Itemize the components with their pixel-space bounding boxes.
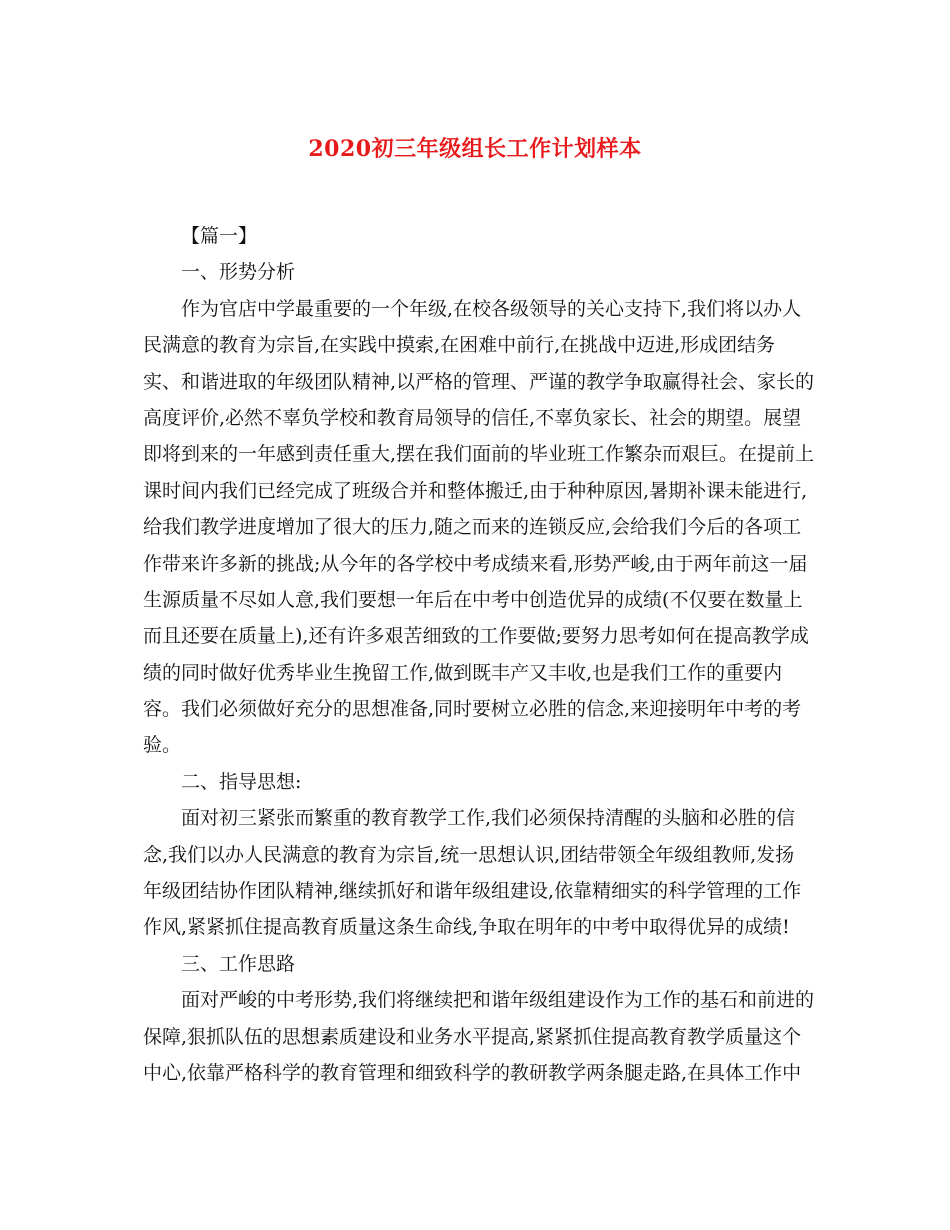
section-label: 【篇一】 (181, 225, 258, 247)
heading-situation-analysis: 一、形势分析 (181, 261, 296, 284)
text-line: 即将到来的一年感到责任重大,摆在我们面前的毕业班工作繁杂而艰巨。在提前上 (143, 443, 815, 466)
document-body (143, 218, 815, 1091)
text-line: 验。 (143, 734, 182, 757)
text-line: 实、和谐进取的年级团队精神,以严格的管理、严谨的教学争取赢得社会、家长的 (143, 370, 815, 393)
text-line: 生源质量不尽如人意,我们要想一年后在中考中创造优异的成绩(不仅要在数量上 (143, 588, 803, 611)
text-line: 年级团结协作团队精神,继续抓好和谐年级组建设,依靠精细实的科学管理的工作 (143, 880, 802, 903)
text-line: 保障,狠抓队伍的思想素质建设和业务水平提高,紧紧抓住提高教育教学质量这个 (143, 1025, 802, 1048)
text-line: 而且还要在质量上),还有许多艰苦细致的工作要做;要努力思考如何在提高教学成 (143, 625, 809, 648)
paragraph-guiding-thought (143, 800, 807, 946)
text-line: 给我们教学进度增加了很大的压力,随之而来的连锁反应,会给我们今后的各项工 (143, 516, 802, 539)
text-line: 民满意的教育为宗旨,在实践中摸索,在困难中前行,在挑战中迈进,形成团结务 (143, 334, 776, 357)
document-title: 2020初三年级组长工作计划样本 (308, 136, 642, 162)
paragraph-situation (143, 291, 815, 764)
text-line: 绩的同时做好优秀毕业生挽留工作,做到既丰产又丰收,也是我们工作的重要内 (143, 661, 783, 684)
paragraph-work-approach (143, 982, 815, 1091)
heading-work-approach: 三、工作思路 (181, 952, 296, 975)
text-line: 面对严峻的中考形势,我们将继续把和谐年级组建设作为工作的基石和前进的 (181, 989, 815, 1012)
text-line: 作带来许多新的挑战;从今年的各学校中考成绩来看,形势严峻,由于两年前这一届 (143, 552, 808, 575)
text-line: 面对初三紧张而繁重的教育教学工作,我们必须保持清醒的头脑和必胜的信 (181, 807, 796, 830)
text-line: 念,我们以办人民满意的教育为宗旨,统一思想认识,团结带领全年级组教师,发扬 (143, 843, 795, 866)
text-line: 中心,依靠严格科学的教育管理和细致科学的教研教学两条腿走路,在具体工作中 (143, 1061, 802, 1084)
text-line: 容。我们必须做好充分的思想准备,同时要树立必胜的信念,来迎接明年中考的考 (143, 698, 802, 721)
heading-guiding-thought: 二、指导思想: (181, 770, 302, 793)
text-line: 高度评价,必然不辜负学校和教育局领导的信任,不辜负家长、社会的期望。展望 (143, 406, 802, 429)
text-line: 课时间内我们已经完成了班级合并和整体搬迁,由于种种原因,暑期补课未能进行, (143, 479, 808, 502)
text-line: 作风,紧紧抓住提高教育质量这条生命线,争取在明年的中考中取得优异的成绩! (143, 916, 790, 939)
text-line: 作为官店中学最重要的一个年级,在校各级领导的关心支持下,我们将以办人 (181, 297, 802, 320)
